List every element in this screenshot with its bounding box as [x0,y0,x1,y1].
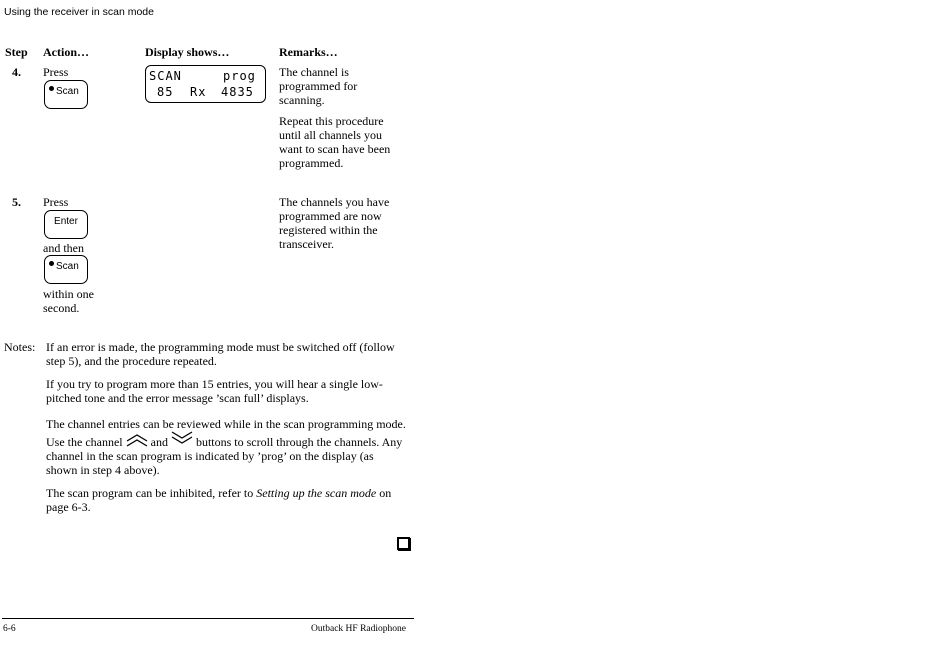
scan-key-dot-icon [49,86,54,91]
notes-label: Notes: [4,340,36,354]
lcd-line2-mid: Rx [190,85,207,99]
footer-title: Outback HF Radiophone [311,624,406,634]
note-3 [46,417,406,477]
lcd-line1-left: SCAN [149,69,182,83]
scan-key-2-label: Scan [56,261,79,272]
scroll-up-icon [126,433,148,447]
lcd-display [145,65,266,103]
step-4-number: 4. [12,65,21,79]
step-5-remark-1: The channels you have programmed are now registered within the transceiver. [279,195,390,251]
note-2: If you try to program more than 15 entries, you will hear a single low-pitched tone and the error message ’scan full’ displays. [46,377,383,405]
enter-key [44,210,88,239]
step-4-remark-1: The channel is programmed for scanning. [279,65,358,107]
note-4 [46,486,406,514]
lcd-line1-right: prog [223,69,256,83]
col-action: Action… [43,45,89,59]
step-5-number: 5. [12,195,21,209]
col-remarks: Remarks… [279,45,338,59]
lcd-line2-right: 4835 [221,85,254,99]
scroll-down-icon [171,431,193,445]
note-4-text-b: on page 6-3. [46,486,392,514]
enter-key-label: Enter [54,216,78,227]
col-display: Display shows… [145,45,230,59]
step-5-within: within one second. [43,287,94,315]
note-1: If an error is made, the programming mode must be switched off (follow step 5), and the procedure repeated. [46,340,395,368]
step-4-remark-2: Repeat this procedure until all channels you want to scan have been programmed. [279,114,391,170]
step-4-press: Press [43,65,69,79]
step-5-and-then: and then [43,241,84,255]
note-3-text-b: buttons to scroll through the channels. Any channel in the scan program is indicated by ’prog’ on the display (as shown in step 4 above). [46,435,403,477]
scan-key-2 [44,255,88,284]
footer-rule [2,618,414,619]
note-3-text-a: The channel entries can be reviewed while in the scan programming mode. Use the channel [46,417,406,449]
footer-page-number: 6-6 [3,624,16,634]
note-4-reference: Setting up the scan mode [256,486,377,500]
note-3-and: and [150,435,168,449]
note-4-text-a: The scan program can be inhibited, refer to [46,486,254,500]
scan-key [44,80,88,109]
scan-key-label: Scan [56,86,79,97]
scan-key-2-dot-icon [49,261,54,266]
step-5-press: Press [43,195,69,209]
col-step: Step [5,45,28,59]
running-head: Using the receiver in scan mode [4,6,154,18]
end-of-section-icon [397,537,410,550]
lcd-line2-left: 85 [157,85,174,99]
